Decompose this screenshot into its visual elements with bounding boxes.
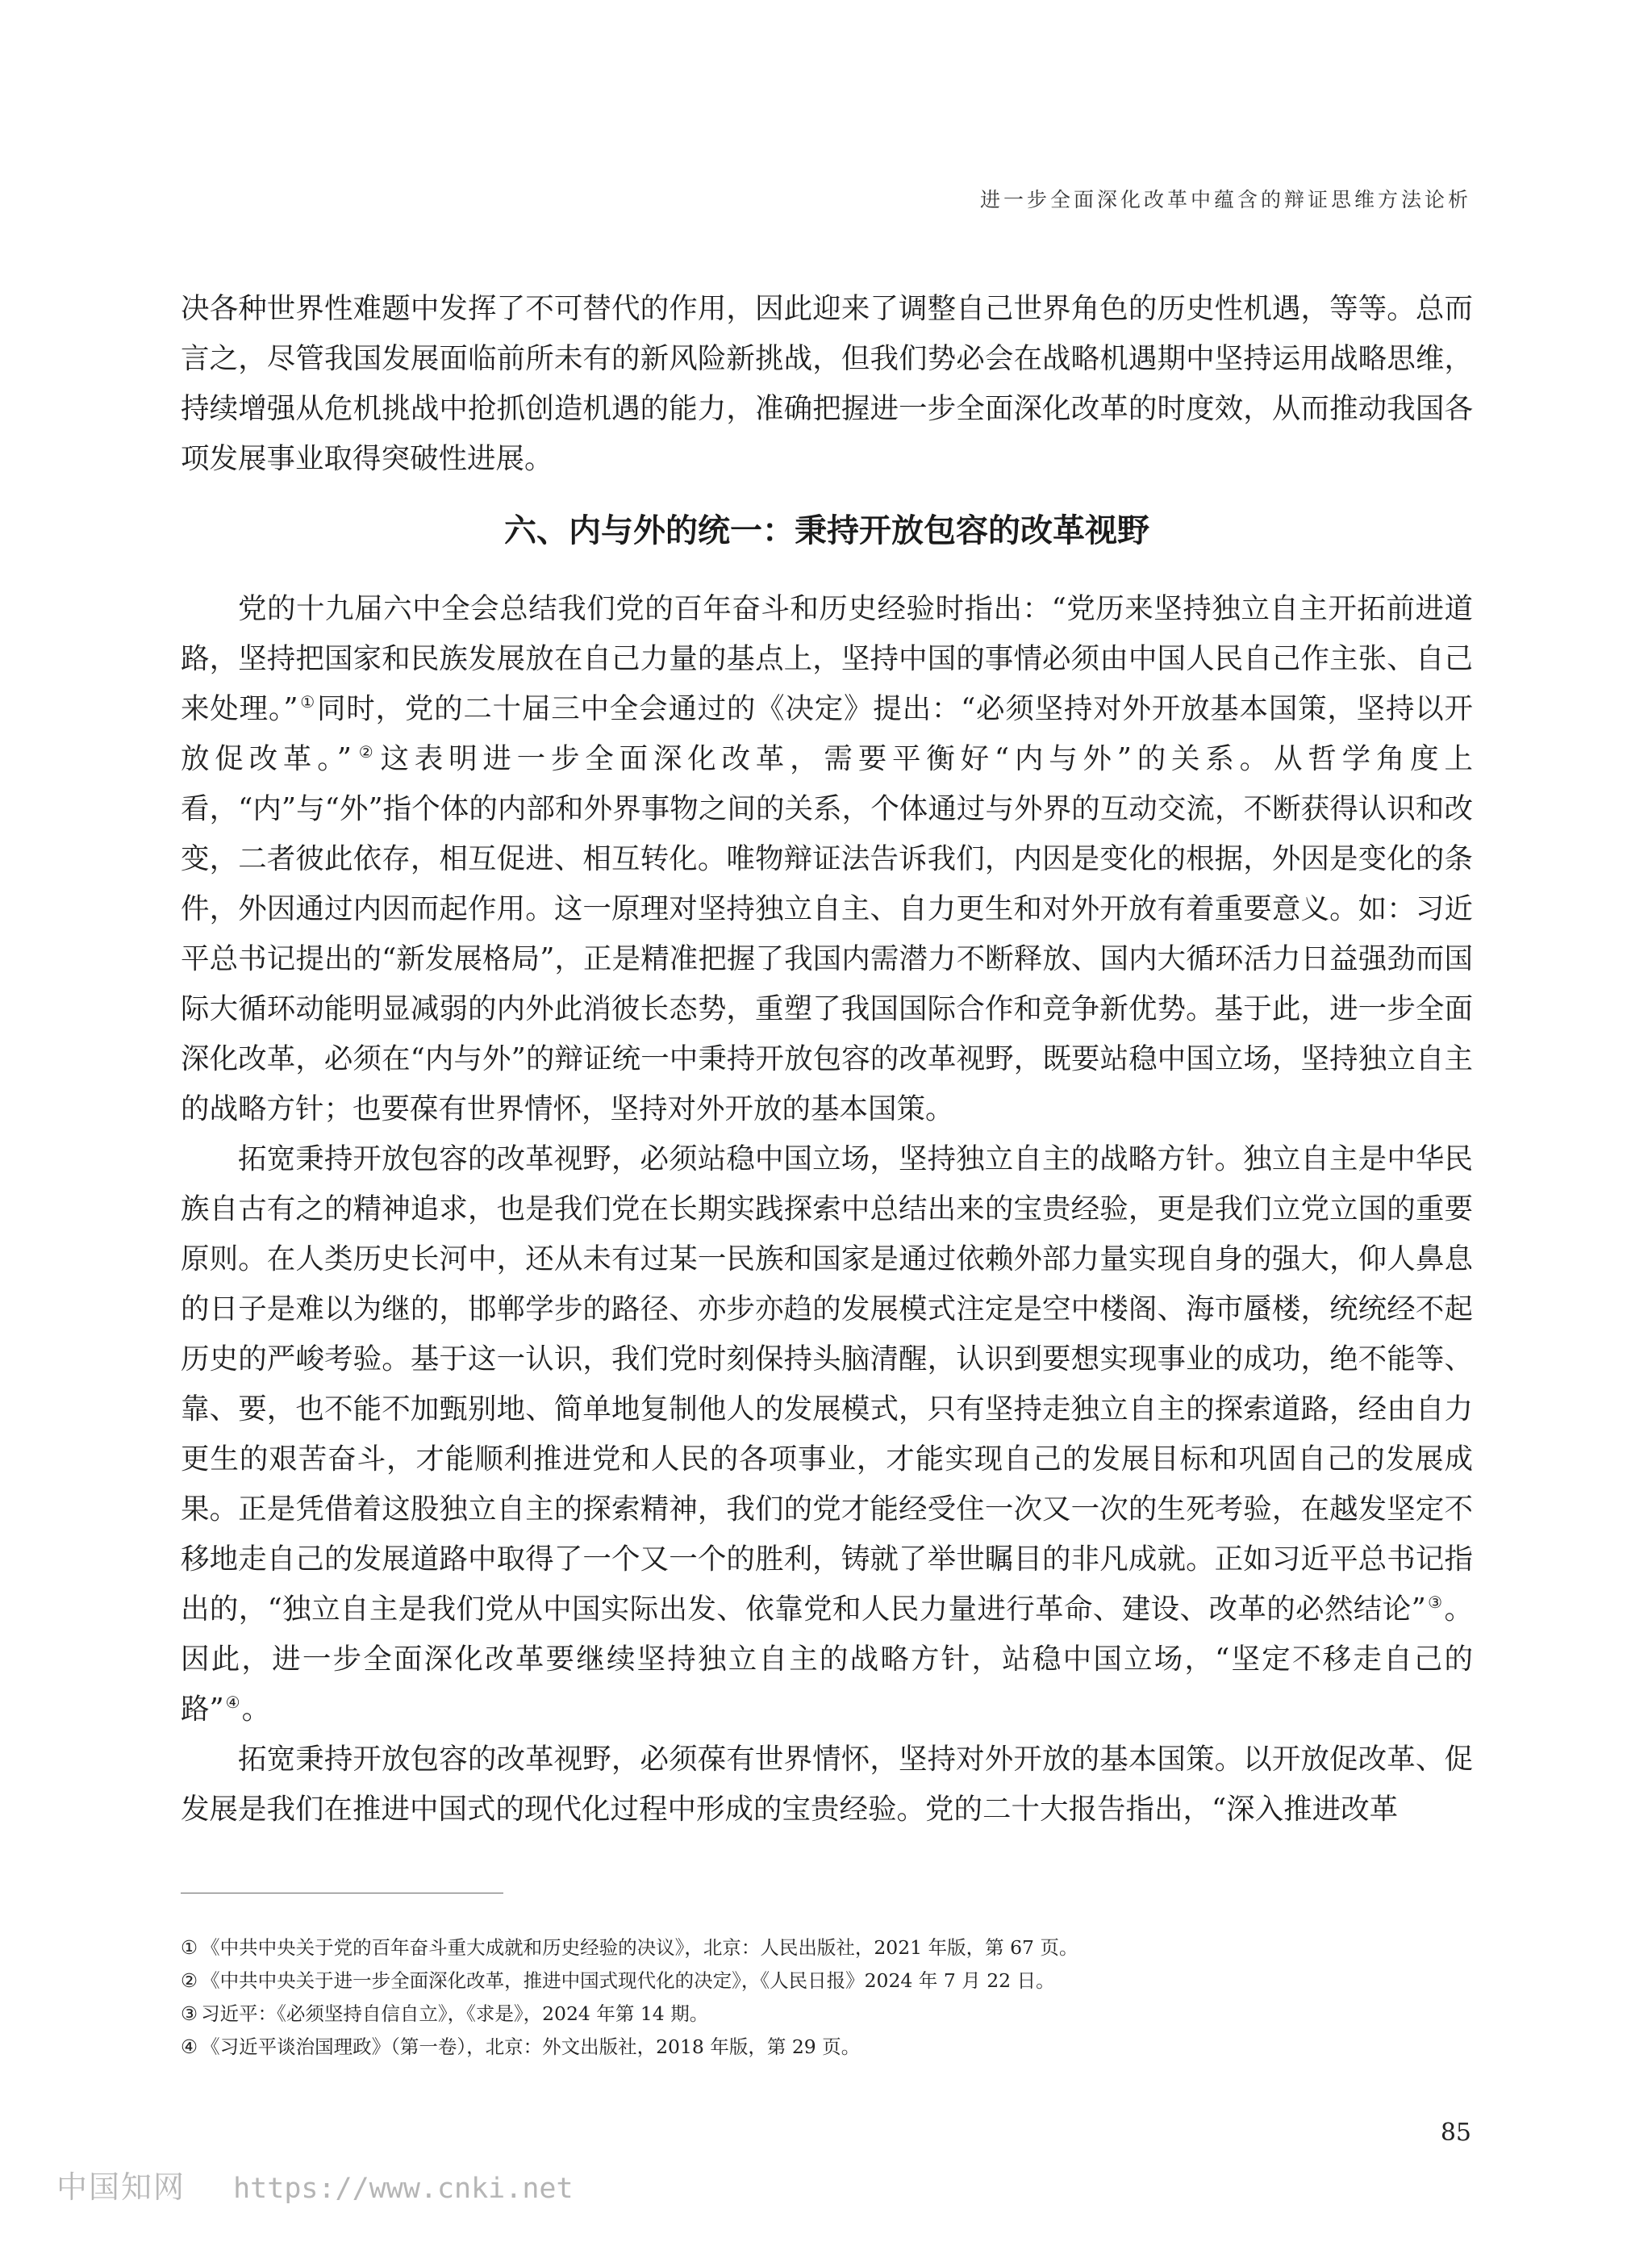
watermark-brand: 中国知网 xyxy=(56,2169,186,2205)
paragraph-text: 。因此，进一步全面深化改革要继续坚持独立自主的战略方针，站稳中国立场，“坚定不移走自己的路” xyxy=(181,1593,1473,1726)
page-number: 85 xyxy=(1440,2119,1471,2147)
paragraph-opening-up: 拓宽秉持开放包容的改革视野，必须葆有世界情怀，坚持对外开放的基本国策。以开放促改革、促发展是我们在推进中国式的现代化过程中形成的宝贵经验。党的二十大报告指出，“深入推进改革 xyxy=(181,1743,1473,1826)
watermark-url: https://www.cnki.net xyxy=(233,2173,574,2205)
paragraph-continuation: 决各种世界性难题中发挥了不可替代的作用，因此迎来了调整自己世界角色的历史性机遇，等等。总而言之，尽管我国发展面临前所未有的新风险新挑战，但我们势必会在战略机遇期中坚持运用战略思维，持续增强从危机挑战中抢抓创造机遇的能力，准确把握进一步全面深化改革的时度效，从而推动我国各项发展事业取得突破性进展。 xyxy=(181,292,1473,475)
section-heading: 六、内与外的统一：秉持开放包容的改革视野 xyxy=(504,512,1149,549)
footnote-mark: ④ xyxy=(181,2035,198,2058)
footnote-mark: ② xyxy=(181,1969,198,1992)
footnotes xyxy=(181,1931,1473,2064)
article-body xyxy=(181,284,1473,1835)
paragraph-text: 拓宽秉持开放包容的改革视野，必须站稳中国立场，坚持独立自主的战略方针。独立自主是中华民族自古有之的精神追求，也是我们党在长期实践探索中总结出来的宝贵经验，更是我们立党立国的重要原则。在人类历史长河中，还从未有过某一民族和国家是通过依赖外部力量实现自身的强大，仰人鼻息的日子是难以为继的，邯郸学步的路径、亦步亦趋的发展模式注定是空中楼阁、海市蜃楼，统统经不起历史的严峻考验。基于这一认识，我们党时刻保持头脑清醒，认识到要想实现事业的成功，绝不能等、靠、要，也不能不加甄别地、简单地复制他人的发展模式，只有坚持走独立自主的探索道路，经由自力更生的艰苦奋斗，才能顺利推进党和人民的各项事业，才能实现自己的发展目标和巩固自己的发展成果。正是凭借着这股独立自主的探索精神，我们的党才能经受住一次又一次的生死考验，在越发坚定不移地走自己的发展道路中取得了一个又一个的胜利，铸就了举世瞩目的非凡成就。正如习近平总书记指出的，“独立自主是我们党从中国实际出发、依靠党和人民力量进行革命、建设、改革的必然结论” xyxy=(181,1142,1473,1626)
footnote-text: 《习近平谈治国理政》（第一卷），北京：外文出版社，2018 年版，第 29 页。 xyxy=(201,2035,861,2058)
footnote-item xyxy=(181,1964,1473,1998)
paragraph-independence xyxy=(181,1134,1473,1735)
paragraph-text: 同时，党的二十届三中全会通过的《决定》提出：“必须坚持对外开放基本国策，坚持以开放促改革。” xyxy=(181,692,1473,775)
footnote-text: 《中共中央关于党的百年奋斗重大成就和历史经验的决议》，北京：人民出版社，2021 年版，第 67 页。 xyxy=(201,1936,1078,1959)
running-header: 进一步全面深化改革中蕴含的辩证思维方法论析 xyxy=(979,188,1471,211)
footnote-ref-4[interactable]: ④ xyxy=(225,1693,240,1713)
footnote-text: 习近平：《必须坚持自信自立》，《求是》，2024 年第 14 期。 xyxy=(201,2002,709,2025)
footnote-mark: ③ xyxy=(181,2002,198,2025)
footnote-ref-2[interactable]: ② xyxy=(353,742,379,762)
footnote-item xyxy=(181,2031,1473,2064)
footnote-item xyxy=(181,1998,1473,2031)
footnote-mark: ① xyxy=(181,1936,198,1959)
paragraph-inner-outer xyxy=(181,584,1473,1134)
cnki-watermark xyxy=(56,2162,574,2207)
paragraph-text: 。 xyxy=(241,1693,271,1726)
footnote-text: 《中共中央关于进一步全面深化改革，推进中国式现代化的决定》，《人民日报》2024 年 7 月 22 日。 xyxy=(201,1969,1055,1992)
footnote-item xyxy=(181,1931,1473,1964)
footnote-ref-3[interactable]: ③ xyxy=(1427,1593,1443,1613)
paragraph-text: 这表明进一步全面深化改革，需要平衡好“内与外”的关系。从哲学角度上看，“内”与“外”指个体的内部和外界事物之间的关系，个体通过与外界的互动交流，不断获得认识和改变，二者彼此依存，相互促进、相互转化。唯物辩证法告诉我们，内因是变化的根据，外因是变化的条件，外因通过内因而起作用。这一原理对坚持独立自主、自力更生和对外开放有着重要意义。如：习近平总书记提出的“新发展格局”，正是精准把握了我国内需潜力不断释放、国内大循环活力日益强劲而国际大循环动能明显减弱的内外此消彼长态势，重塑了我国国际合作和竞争新优势。基于此，进一步全面深化改革，必须在“内与外”的辩证统一中秉持开放包容的改革视野，既要站稳中国立场，坚持独立自主的战略方针；也要葆有世界情怀，坚持对外开放的基本国策。 xyxy=(181,742,1473,1125)
footnote-ref-1[interactable]: ① xyxy=(299,692,316,712)
paragraph-text: 党的十九届六中全会总结我们党的百年奋斗和历史经验时指出：“党历来坚持独立自主开拓前进道路，坚持把国家和民族发展放在自己力量的基点上，坚持中国的事情必须由中国人民自己作主张、自己来处理。” xyxy=(181,592,1473,725)
